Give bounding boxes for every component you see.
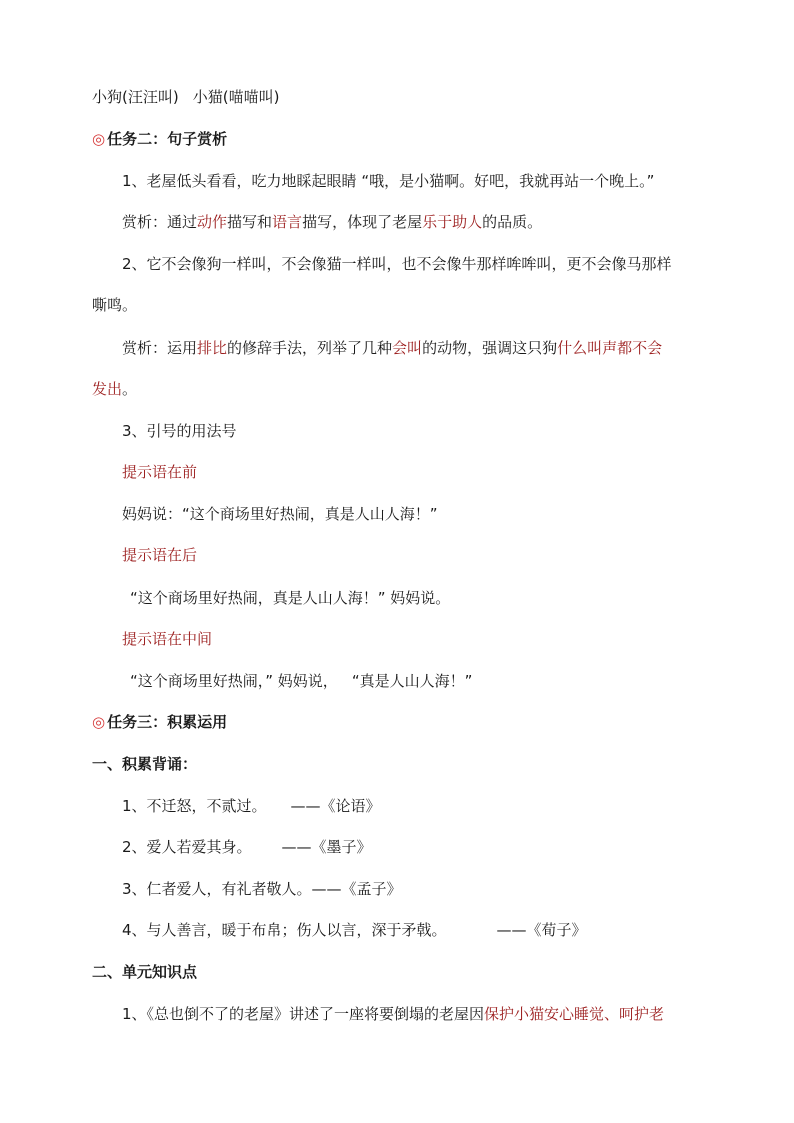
analysis-text: 描写，体现了老屋 xyxy=(302,213,423,231)
sentence1: 1、老屋低头看看，吃力地睬起眼睛 “哦，是小猫啊。好吧，我就再站一个晚上。” xyxy=(122,172,655,190)
recite-text: 3、仁者爱人，有礼者敬人。 xyxy=(122,880,312,898)
knowledge-text: 1、《总也倒不了的老屋》讲述了一座将要倒塌的老屋因 xyxy=(122,1005,485,1023)
highlight-language: 语言 xyxy=(272,213,303,231)
quote-part-2: “真是人山人海！” xyxy=(351,672,473,690)
task2-heading xyxy=(92,128,227,150)
sentence1-analysis xyxy=(122,211,542,233)
circle-bullet-icon: ◎ xyxy=(92,130,106,148)
knowledge-point-1 xyxy=(122,1003,664,1025)
highlight-no-sound: 什么叫声都不会 xyxy=(557,339,663,357)
quote-example-after: “这个商场里好热闹，真是人山人海！” 妈妈说。 xyxy=(130,589,451,607)
recite-source: ——《论语》 xyxy=(290,797,381,815)
highlight-action: 动作 xyxy=(197,213,228,231)
task3-heading xyxy=(92,711,227,733)
recite-item xyxy=(122,878,402,900)
highlight-quality: 乐于助人 xyxy=(422,213,483,231)
analysis-text: 赏析：运用 xyxy=(122,339,198,357)
quote-example-middle xyxy=(130,670,472,692)
quote-prompt-middle-heading: 提示语在中间 xyxy=(122,630,213,648)
line-dog-cat xyxy=(92,86,279,108)
recite-source: ——《墨子》 xyxy=(281,838,372,856)
sentence2-analysis-cont xyxy=(92,378,137,400)
knowledge-highlight: 保护小猫安心睡觉、呵护老 xyxy=(484,1005,665,1023)
recite-source: ——《荀子》 xyxy=(496,921,587,939)
circle-bullet-icon: ◎ xyxy=(92,713,106,731)
analysis-text: 的动物，强调这只狗 xyxy=(422,339,558,357)
recite-source: ——《孟子》 xyxy=(311,880,402,898)
quote-prompt-after-heading: 提示语在后 xyxy=(122,546,198,564)
highlight-parallelism: 排比 xyxy=(197,339,228,357)
recite-item xyxy=(122,836,372,858)
quote-usage-title: 3、引号的用法号 xyxy=(122,422,237,440)
sentence2-analysis xyxy=(122,337,662,359)
sentence2-line2: 嘶鸣。 xyxy=(92,296,138,314)
analysis-text: 。 xyxy=(122,380,138,398)
analysis-text: 的修辞手法，列举了几种 xyxy=(227,339,393,357)
analysis-text: 赏析：通过 xyxy=(122,213,198,231)
quote-part-1: “这个商场里好热闹，” 妈妈说， xyxy=(130,672,338,690)
dog-text: 小狗(汪汪叫) xyxy=(92,88,179,106)
recite-text: 1、不迁怒，不贰过。 xyxy=(122,797,267,815)
recite-item xyxy=(122,795,381,817)
quote-prompt-before-heading: 提示语在前 xyxy=(122,463,198,481)
section2-title: 二、单元知识点 xyxy=(92,963,198,981)
recite-item xyxy=(122,919,587,941)
analysis-text: 的品质。 xyxy=(482,213,543,231)
task2-title: 任务二：句子赏析 xyxy=(107,130,228,148)
highlight-no-sound-end: 发出 xyxy=(92,380,123,398)
section1-title: 一、积累背诵： xyxy=(92,755,198,773)
quote-example-before: 妈妈说：“这个商场里好热闹，真是人山人海！” xyxy=(122,505,438,523)
sentence2-line1: 2、它不会像狗一样叫，不会像猫一样叫，也不会像牛那样哞哞叫，更不会像马那样 xyxy=(122,255,672,273)
highlight-can-bark: 会叫 xyxy=(392,339,423,357)
cat-text: 小猫(喵喵叫) xyxy=(192,88,280,106)
analysis-text: 描写和 xyxy=(227,213,273,231)
recite-text: 4、与人善言，暖于布帛；伤人以言，深于矛戟。 xyxy=(122,921,447,939)
recite-text: 2、爱人若爱其身。 xyxy=(122,838,252,856)
task3-title: 任务三：积累运用 xyxy=(107,713,228,731)
